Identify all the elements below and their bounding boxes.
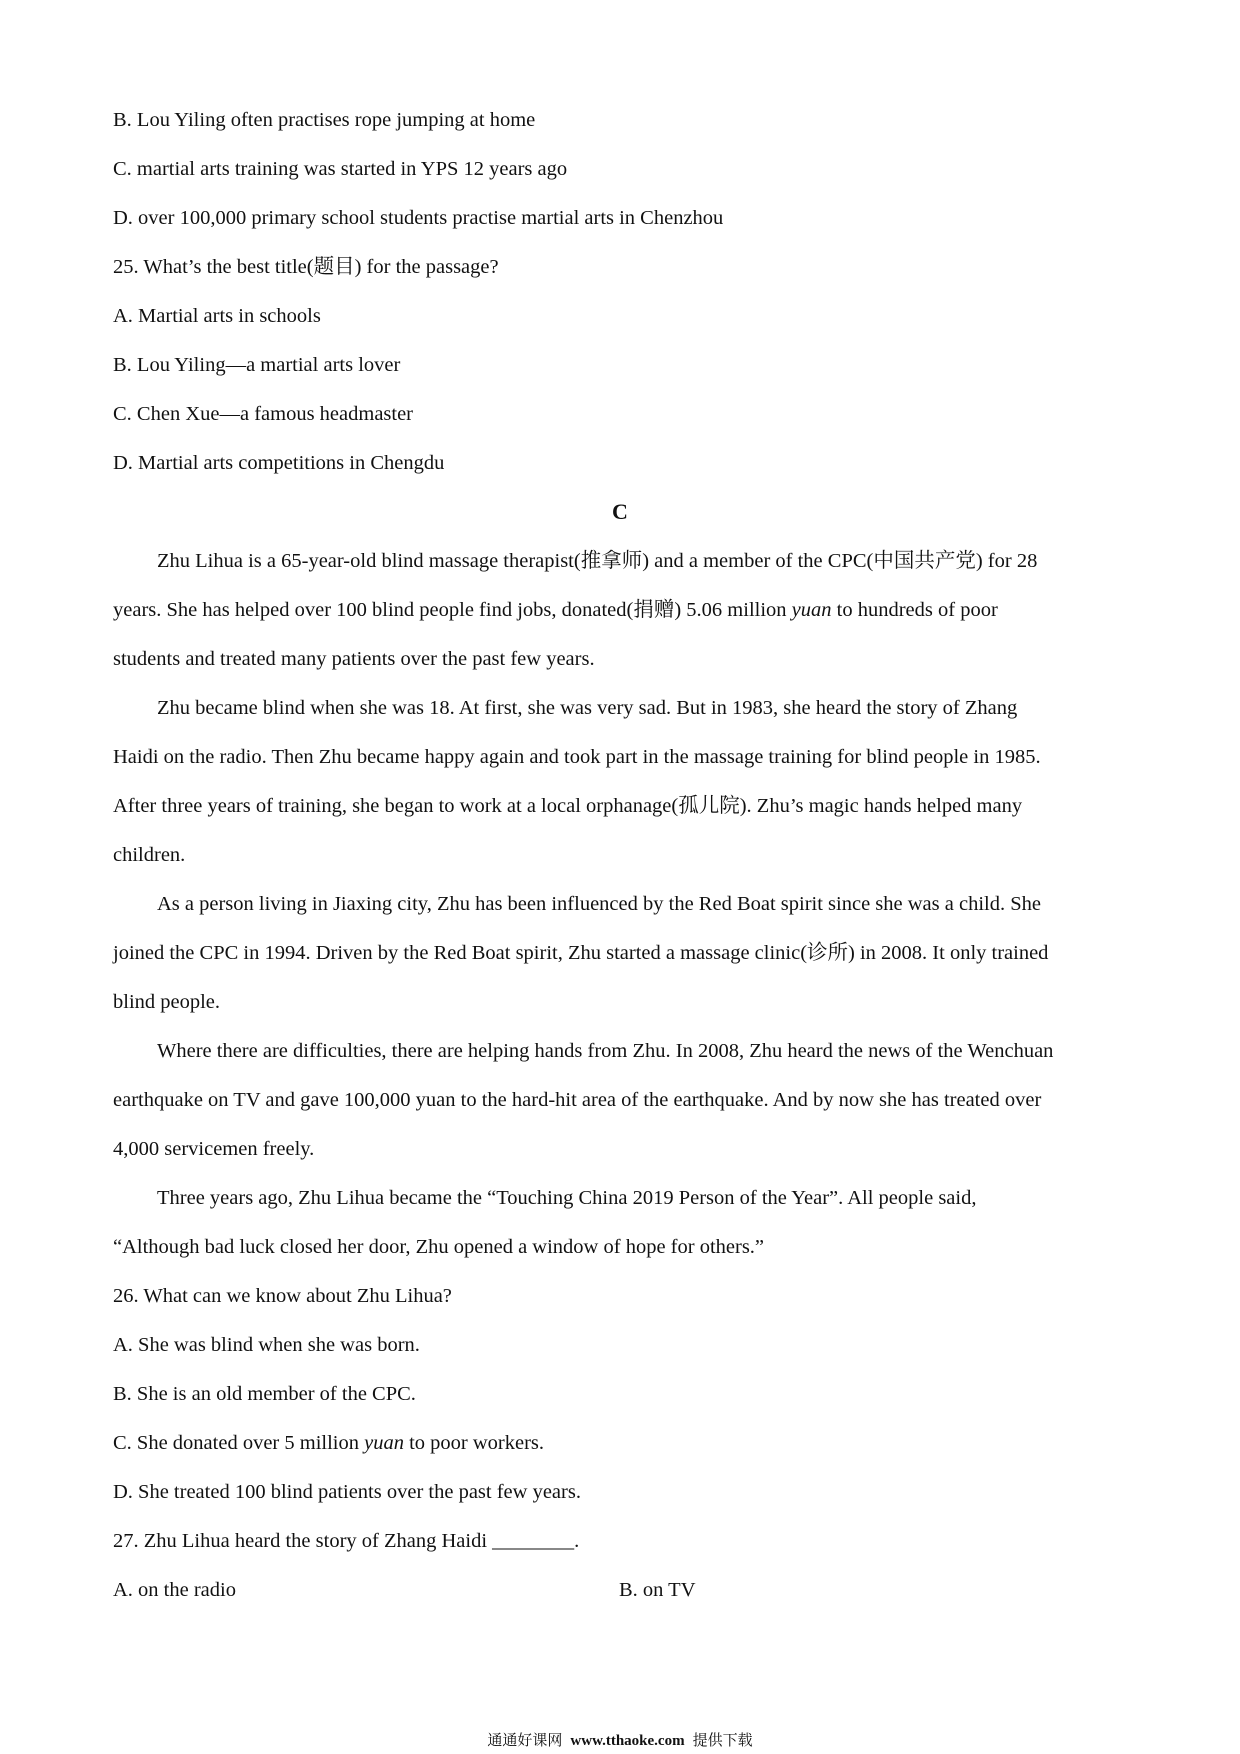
passage-line: joined the CPC in 1994. Driven by the Red Boat spirit, Zhu started a massage clinic(诊所) in 2008. It only trained [113, 942, 1049, 964]
passage-line: children. [113, 844, 186, 866]
q25-option-b: B. Lou Yiling—a martial arts lover [113, 354, 401, 376]
footer-download-text: 提供下载 [692, 1731, 753, 1749]
q26-option-c [113, 1430, 544, 1456]
question-27: 27. Zhu Lihua heard the story of Zhang Haidi ________. [113, 1530, 580, 1552]
page-footer [0, 1731, 1240, 1750]
footer-url[interactable]: www.tthaoke.com [570, 1733, 685, 1749]
passage-line: Haidi on the radio. Then Zhu became happy again and took part in the massage training for blind people in 1985. [113, 746, 1041, 768]
q24-option-d: D. over 100,000 primary school students practise martial arts in Chenzhou [113, 207, 724, 229]
passage-line: After three years of training, she began to work at a local orphanage(孤儿院). Zhu’s magic hands helped many [113, 795, 1023, 817]
passage-text: to hundreds of poor [831, 599, 998, 621]
q27-option-b: B. on TV [619, 1579, 696, 1601]
question-25: 25. What’s the best title(题目) for the passage? [113, 256, 499, 278]
option-text: to poor workers. [403, 1432, 545, 1454]
passage-italic-word: yuan [791, 599, 832, 621]
passage-text: years. She has helped over 100 blind people find jobs, donated(捐赠) 5.06 million [113, 599, 792, 621]
passage-line: blind people. [113, 991, 221, 1013]
passage-line: Where there are difficulties, there are helping hands from Zhu. In 2008, Zhu heard the news of the Wenchuan [157, 1040, 1054, 1062]
passage-line: Zhu Lihua is a 65-year-old blind massage therapist(推拿师) and a member of the CPC(中国共产党) for 28 [157, 550, 1038, 572]
passage-line: Zhu became blind when she was 18. At first, she was very sad. But in 1983, she heard the story of Zhang [157, 697, 1018, 719]
q25-option-d: D. Martial arts competitions in Chengdu [113, 452, 445, 474]
q24-option-c: C. martial arts training was started in YPS 12 years ago [113, 158, 568, 180]
q26-option-b: B. She is an old member of the CPC. [113, 1383, 416, 1405]
passage-line [113, 597, 998, 623]
option-italic-word: yuan [364, 1432, 404, 1454]
q26-option-d: D. She treated 100 blind patients over the past few years. [113, 1481, 581, 1503]
passage-line: earthquake on TV and gave 100,000 yuan to the hard-hit area of the earthquake. And by now she has treated over [113, 1089, 1042, 1111]
passage-line: 4,000 servicemen freely. [113, 1138, 315, 1160]
q26-option-a: A. She was blind when she was born. [113, 1334, 420, 1356]
question-26: 26. What can we know about Zhu Lihua? [113, 1285, 452, 1307]
q25-option-a: A. Martial arts in schools [113, 305, 321, 327]
passage-line: Three years ago, Zhu Lihua became the “Touching China 2019 Person of the Year”. All people said, [157, 1187, 977, 1209]
q24-option-b: B. Lou Yiling often practises rope jumping at home [113, 109, 536, 131]
footer-site-name: 通通好课网 [487, 1731, 563, 1749]
option-text: C. She donated over 5 million [113, 1432, 365, 1454]
passage-line: As a person living in Jiaxing city, Zhu has been influenced by the Red Boat spirit since she was a child. She [157, 893, 1041, 915]
q25-option-c: C. Chen Xue—a famous headmaster [113, 403, 414, 425]
passage-line: “Although bad luck closed her door, Zhu opened a window of hope for others.” [113, 1236, 765, 1258]
q27-option-a: A. on the radio [113, 1579, 236, 1601]
passage-line: students and treated many patients over the past few years. [113, 648, 595, 670]
section-heading: C [612, 499, 628, 524]
